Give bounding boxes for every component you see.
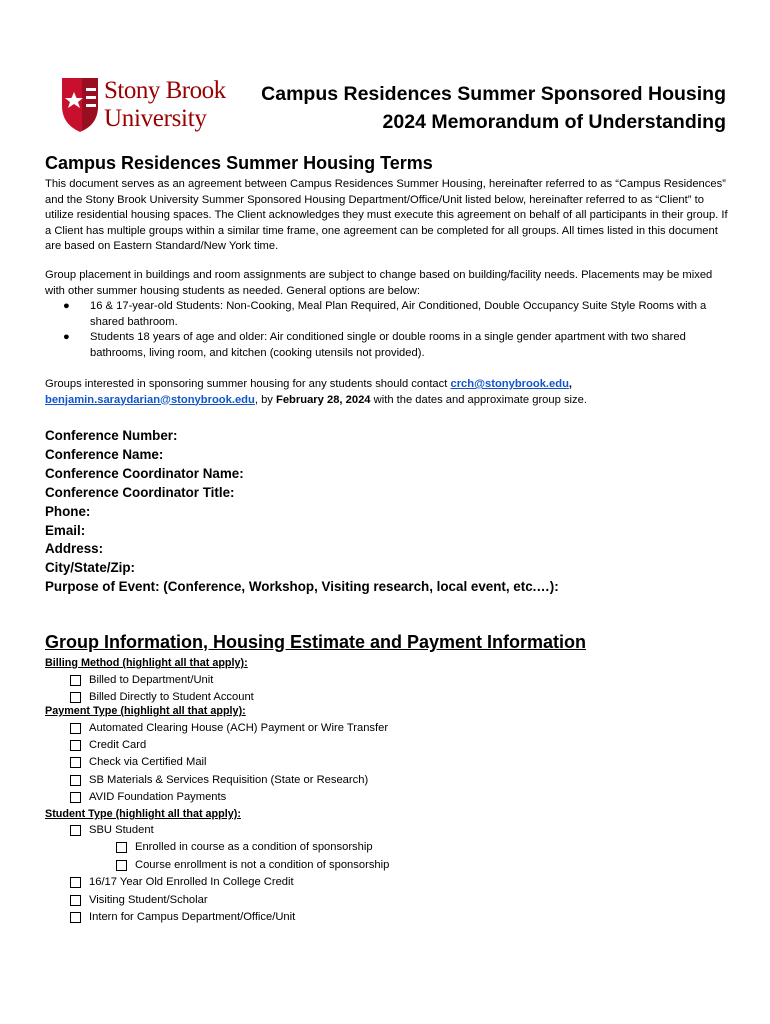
checkbox-icon[interactable]: [70, 775, 81, 786]
field-email: Email:: [45, 522, 86, 538]
logo-line-1: Stony Brook: [104, 77, 226, 104]
checkbox-label: Credit Card: [89, 739, 147, 751]
checkbox-label: Course enrollment is not a condition of sponsorship: [135, 859, 390, 871]
field-conference-number: Conference Number:: [45, 428, 178, 443]
list-item: [45, 330, 730, 361]
terms-paragraph-1: This document serves as an agreement between Campus Residences Summer Housing, hereinafter referred to as “Campus Residences” and the Stony Brook University Summer Sponsored Housing Department/Office/Unit listed below, hereinafter referred to as “Client” to utilize residential housing spaces. The Client acknowledges they must execute this agreement on behalf of all participants in their group. If a Client has multiple groups within a similar time frame, one agreement can be completed for all groups. All times listed in this document are based on Eastern Standard/New York time.: [45, 178, 728, 252]
checkbox-label: Automated Clearing House (ACH) Payment or Wire Transfer: [89, 722, 389, 734]
checkbox-icon[interactable]: [70, 895, 81, 906]
field-purpose-of-event: Purpose of Event: (Conference, Workshop, Visiting research, local event, etc.…):: [45, 579, 559, 595]
group-info-heading: Group Information, Housing Estimate and Payment Information: [45, 632, 587, 652]
bullet-text: 16 & 17-year-old Students: Non-Cooking, Meal Plan Required, Air Conditioned, Double Occupancy Suite Style Rooms with a shared bathroom.: [90, 300, 707, 328]
checkbox-credit-card[interactable]: [70, 739, 146, 751]
payment-type-label: Payment Type (highlight all that apply):: [45, 705, 246, 717]
student-type-label: Student Type (highlight all that apply):: [45, 808, 241, 820]
title-line-1: Campus Residences Summer Sponsored Housing: [261, 83, 726, 105]
document-title: [261, 80, 726, 136]
checkbox-enrolled-condition[interactable]: [116, 841, 373, 853]
title-line-2: 2024 Memorandum of Understanding: [382, 111, 726, 133]
deadline-date: February 28, 2024: [276, 393, 371, 406]
checkbox-sbu-student[interactable]: [70, 824, 154, 836]
checkbox-label: Check via Certified Mail: [89, 756, 207, 768]
email-link-crch[interactable]: crch@stonybrook.edu: [450, 378, 569, 390]
checkbox-campus-intern[interactable]: [70, 911, 295, 923]
checkbox-icon[interactable]: [70, 792, 81, 803]
checkbox-label: Visiting Student/Scholar: [89, 894, 208, 906]
checkbox-icon[interactable]: [70, 912, 81, 923]
checkbox-icon[interactable]: [70, 740, 81, 751]
checkbox-ach-payment[interactable]: [70, 722, 388, 734]
checkbox-label: AVID Foundation Payments: [89, 791, 227, 803]
contact-mid: , by: [254, 393, 276, 406]
billing-method-label: Billing Method (highlight all that apply):: [45, 657, 248, 669]
checkbox-label: SBU Student: [89, 824, 154, 836]
checkbox-label: SB Materials & Services Requisition (State or Research): [89, 774, 369, 786]
checkbox-enrollment-not-condition[interactable]: [116, 859, 389, 871]
checkbox-label: Enrolled in course as a condition of sponsorship: [135, 841, 373, 853]
field-phone: Phone:: [45, 503, 91, 519]
bullet-text: Students 18 years of age and older: Air conditioned single or double rooms in a single gender apartment with two shared bathrooms, living room, and kitchen (cooking utensils not provided).: [90, 331, 686, 359]
checkbox-icon[interactable]: [70, 675, 81, 686]
checkbox-16-17-college-credit[interactable]: [70, 876, 294, 888]
checkbox-icon[interactable]: [116, 860, 127, 871]
checkbox-icon[interactable]: [70, 877, 81, 888]
checkbox-label: Billed to Department/Unit: [89, 674, 214, 686]
field-coordinator-name: Conference Coordinator Name:: [45, 465, 244, 481]
field-city-state-zip: City/State/Zip:: [45, 560, 136, 576]
checkbox-certified-mail[interactable]: [70, 756, 207, 768]
housing-options-list: [45, 299, 730, 361]
checkbox-icon[interactable]: [70, 723, 81, 734]
field-coordinator-title: Conference Coordinator Title:: [45, 484, 235, 500]
checkbox-icon[interactable]: [70, 757, 81, 768]
checkbox-billed-to-department[interactable]: [70, 674, 213, 686]
checkbox-billed-to-student[interactable]: [70, 691, 254, 703]
bullet-icon: ●: [63, 331, 70, 343]
checkbox-icon[interactable]: [70, 692, 81, 703]
checkbox-label: Intern for Campus Department/Office/Unit: [89, 911, 296, 923]
contact-comma: ,: [568, 378, 573, 390]
terms-heading: Campus Residences Summer Housing Terms: [45, 153, 433, 173]
checkbox-icon[interactable]: [116, 842, 127, 853]
logo-wordmark: [104, 78, 226, 131]
bullet-icon: ●: [63, 300, 70, 312]
conference-fields: [45, 427, 559, 597]
contact-pre: Groups interested in sponsoring summer housing for any students should contact: [45, 378, 451, 390]
field-address: Address:: [45, 541, 104, 557]
terms-paragraph-2: Group placement in buildings and room assignments are subject to change based on building/facility needs. Placements may be mixed with other summer housing students as needed. General options are below:: [45, 269, 713, 297]
list-item: [45, 299, 730, 330]
university-logo: [60, 76, 240, 134]
email-link-benjamin[interactable]: benjamin.saraydarian@stonybrook.edu: [45, 393, 255, 406]
checkbox-avid-foundation[interactable]: [70, 791, 226, 803]
contact-post: with the dates and approximate group size.: [370, 393, 587, 406]
logo-line-2: University: [104, 105, 207, 132]
checkbox-visiting-scholar[interactable]: [70, 894, 208, 906]
checkbox-label: Billed Directly to Student Account: [89, 691, 254, 703]
checkbox-sb-requisition[interactable]: [70, 774, 368, 786]
checkbox-label: 16/17 Year Old Enrolled In College Credit: [89, 876, 294, 888]
contact-paragraph: [45, 377, 730, 408]
checkbox-icon[interactable]: [70, 825, 81, 836]
shield-star-icon: [60, 76, 100, 134]
field-conference-name: Conference Name:: [45, 446, 164, 462]
